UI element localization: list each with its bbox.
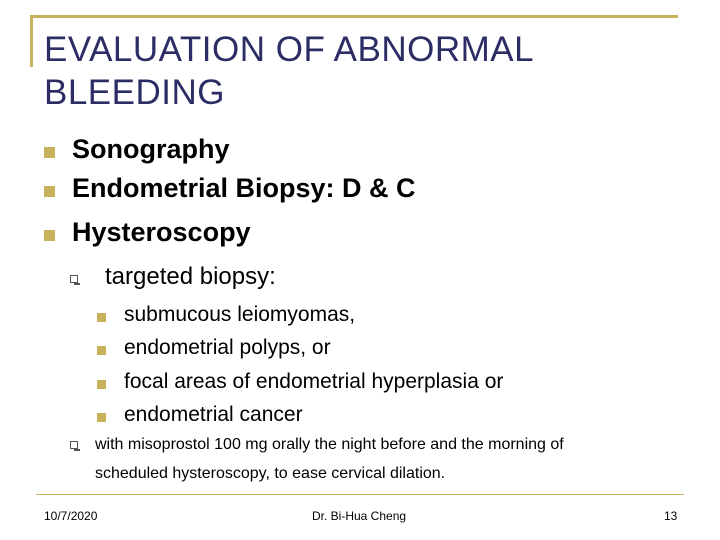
square-bullet-icon [44, 230, 55, 241]
bullet-hysteroscopy: Hysteroscopy [72, 217, 251, 247]
misoprostol-note-line2: scheduled hysteroscopy, to ease cervical dilation. [95, 465, 446, 482]
square-bullet-icon [97, 380, 106, 389]
square-bullet-icon [97, 413, 106, 422]
slide-title: EVALUATION OF ABNORMAL BLEEDING [44, 30, 533, 112]
misoprostol-note-line1: with misoprostol 100 mg orally the night before and the morning of [95, 436, 564, 453]
footer-rule [36, 494, 684, 495]
sub-sub-bullet: focal areas of endometrial hyperplasia or [124, 370, 504, 393]
square-bullet-icon [97, 346, 106, 355]
sub-sub-bullet: endometrial polyps, or [124, 336, 331, 359]
sub-sub-bullet: submucous leiomyomas, [124, 303, 356, 326]
footer-author: Dr. Bi-Hua Cheng [312, 509, 407, 523]
frame-left-rule [30, 15, 33, 67]
bullet-sonography: Sonography [72, 134, 230, 164]
footer-date: 10/7/2020 [44, 509, 98, 523]
square-bullet-icon [44, 147, 55, 158]
frame-top-rule [30, 15, 678, 18]
hollow-square-bullet-icon [70, 441, 78, 449]
square-bullet-icon [97, 313, 106, 322]
square-bullet-icon [44, 186, 55, 197]
sub-sub-bullet: endometrial cancer [124, 403, 303, 426]
bullet-endometrial-biopsy: Endometrial Biopsy: D & C [72, 173, 416, 203]
hollow-square-bullet-icon [70, 275, 78, 283]
sub-bullet-targeted-biopsy: targeted biopsy: [105, 263, 276, 290]
page-number: 13 [664, 509, 678, 523]
